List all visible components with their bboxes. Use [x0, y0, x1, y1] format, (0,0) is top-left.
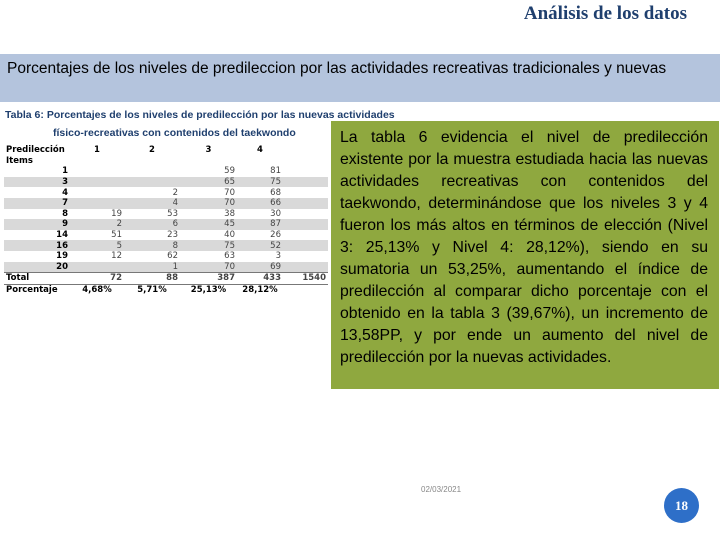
table-row	[4, 230, 328, 241]
item-id: 16	[4, 240, 70, 251]
level-4-value: 87	[237, 219, 283, 230]
total-level-1: 72	[70, 273, 124, 285]
level-4-value: 69	[237, 262, 283, 273]
level-3-value: 45	[180, 219, 237, 230]
level-1-value	[70, 166, 124, 177]
table-row	[4, 198, 328, 209]
table-row	[4, 262, 328, 273]
table-row	[4, 187, 328, 198]
level-3-value: 38	[224, 208, 235, 219]
level-3-value: 70	[224, 187, 235, 198]
level-1-value: 2	[70, 219, 124, 230]
level-4-value: 81	[270, 166, 281, 177]
level-2-value: 4	[124, 198, 180, 209]
table-header-row	[4, 145, 328, 156]
level-1-value	[70, 262, 124, 273]
table-row	[4, 219, 328, 230]
total-level-2: 88	[124, 273, 180, 285]
item-id: 1	[62, 166, 68, 177]
level-2-value: 1	[124, 262, 180, 273]
level-1-value: 51	[111, 230, 122, 241]
level-4-value: 52	[237, 240, 283, 251]
item-id: 3	[4, 177, 70, 188]
table-header-items-row	[4, 156, 328, 167]
item-id: 14	[56, 230, 68, 241]
table-row	[4, 177, 328, 188]
level-3-value: 70	[180, 198, 237, 209]
level-2-value	[124, 166, 180, 177]
item-id: 19	[56, 251, 68, 262]
table-row	[4, 166, 328, 177]
level-2-value: 6	[124, 219, 180, 230]
percentage-level-1: 4,68%	[70, 284, 124, 295]
total-label: Total	[4, 273, 70, 285]
header-level-4: 4	[237, 145, 283, 156]
level-2-value: 62	[167, 251, 178, 262]
level-2-value: 53	[167, 208, 178, 219]
page-title: Análisis de los datos	[523, 3, 687, 24]
level-2-value	[124, 177, 180, 188]
slide-date: 02/03/2021	[421, 485, 462, 494]
item-id: 4	[62, 187, 68, 198]
level-3-value: 75	[180, 240, 237, 251]
level-4-value: 26	[270, 230, 281, 241]
level-4-value: 75	[237, 177, 283, 188]
table-row	[4, 240, 328, 251]
level-1-value	[70, 187, 124, 198]
item-id: 8	[62, 208, 68, 219]
level-2-value: 8	[124, 240, 180, 251]
analysis-text: La tabla 6 evidencia el nivel de predilección existente por la muestra estudiada hacia las nuevas actividades recreativas con contenidos del taekwondo, determinándose que los niveles 3 y 4 fueron los más altos en términos de elección (Nivel 3: 25,13% y Nivel 4: 28,12%), siendo en su sumatoria un 53,25%, aumentando el índice de predilección al comparar dicho porcentaje con el obtenido en la tabla 3 (39,67%), un incremento de 13,58PP, y por ende un aumento del nivel de predilección por la nuevas actividades.	[340, 129, 708, 366]
total-level-3: 387	[180, 273, 237, 285]
grand-total: 1540	[283, 273, 328, 285]
header-level-3: 3	[180, 145, 237, 156]
table-row	[4, 209, 328, 220]
table-row	[4, 251, 328, 262]
level-1-value: 12	[111, 251, 122, 262]
item-id: 7	[4, 198, 70, 209]
percentage-level-2: 5,71%	[124, 284, 180, 295]
item-id: 9	[4, 219, 70, 230]
level-4-value: 3	[275, 251, 281, 262]
table-total-row	[4, 273, 328, 285]
level-3-value: 65	[180, 177, 237, 188]
level-1-value	[70, 177, 124, 188]
level-3-value: 40	[224, 230, 235, 241]
level-3-value: 70	[180, 262, 237, 273]
level-1-value: 5	[70, 240, 124, 251]
level-3-value: 59	[224, 166, 235, 177]
table-caption-line-1: Tabla 6: Porcentajes de los niveles de predilección por las nuevas actividades	[5, 109, 395, 121]
header-label-predileccion: Predilección	[4, 145, 70, 156]
level-1-value: 19	[111, 208, 122, 219]
level-4-value: 30	[270, 208, 281, 219]
subtitle-text: Porcentajes de los niveles de predileccion por las actividades recreativas tradicionales y nuevas	[7, 60, 667, 77]
level-2-value: 2	[172, 187, 178, 198]
table-caption-line-2: físico-recreativas con contenidos del taekwondo	[53, 127, 296, 139]
item-id: 20	[4, 262, 70, 273]
header-label-items: Items	[4, 156, 70, 167]
level-4-value: 68	[270, 187, 281, 198]
percentage-level-3: 25,13%	[180, 284, 237, 295]
level-1-value	[70, 198, 124, 209]
header-level-2: 2	[124, 145, 180, 156]
level-3-value: 63	[224, 251, 235, 262]
percentage-label: Porcentaje	[4, 284, 70, 295]
level-4-value: 66	[237, 198, 283, 209]
table-percentage-row	[4, 284, 328, 295]
percentage-level-4: 28,12%	[237, 284, 283, 295]
predilection-table	[4, 145, 328, 295]
header-level-1: 1	[70, 145, 124, 156]
level-2-value: 23	[167, 230, 178, 241]
page-number-badge: 18	[664, 488, 699, 523]
total-level-4: 433	[237, 273, 283, 285]
